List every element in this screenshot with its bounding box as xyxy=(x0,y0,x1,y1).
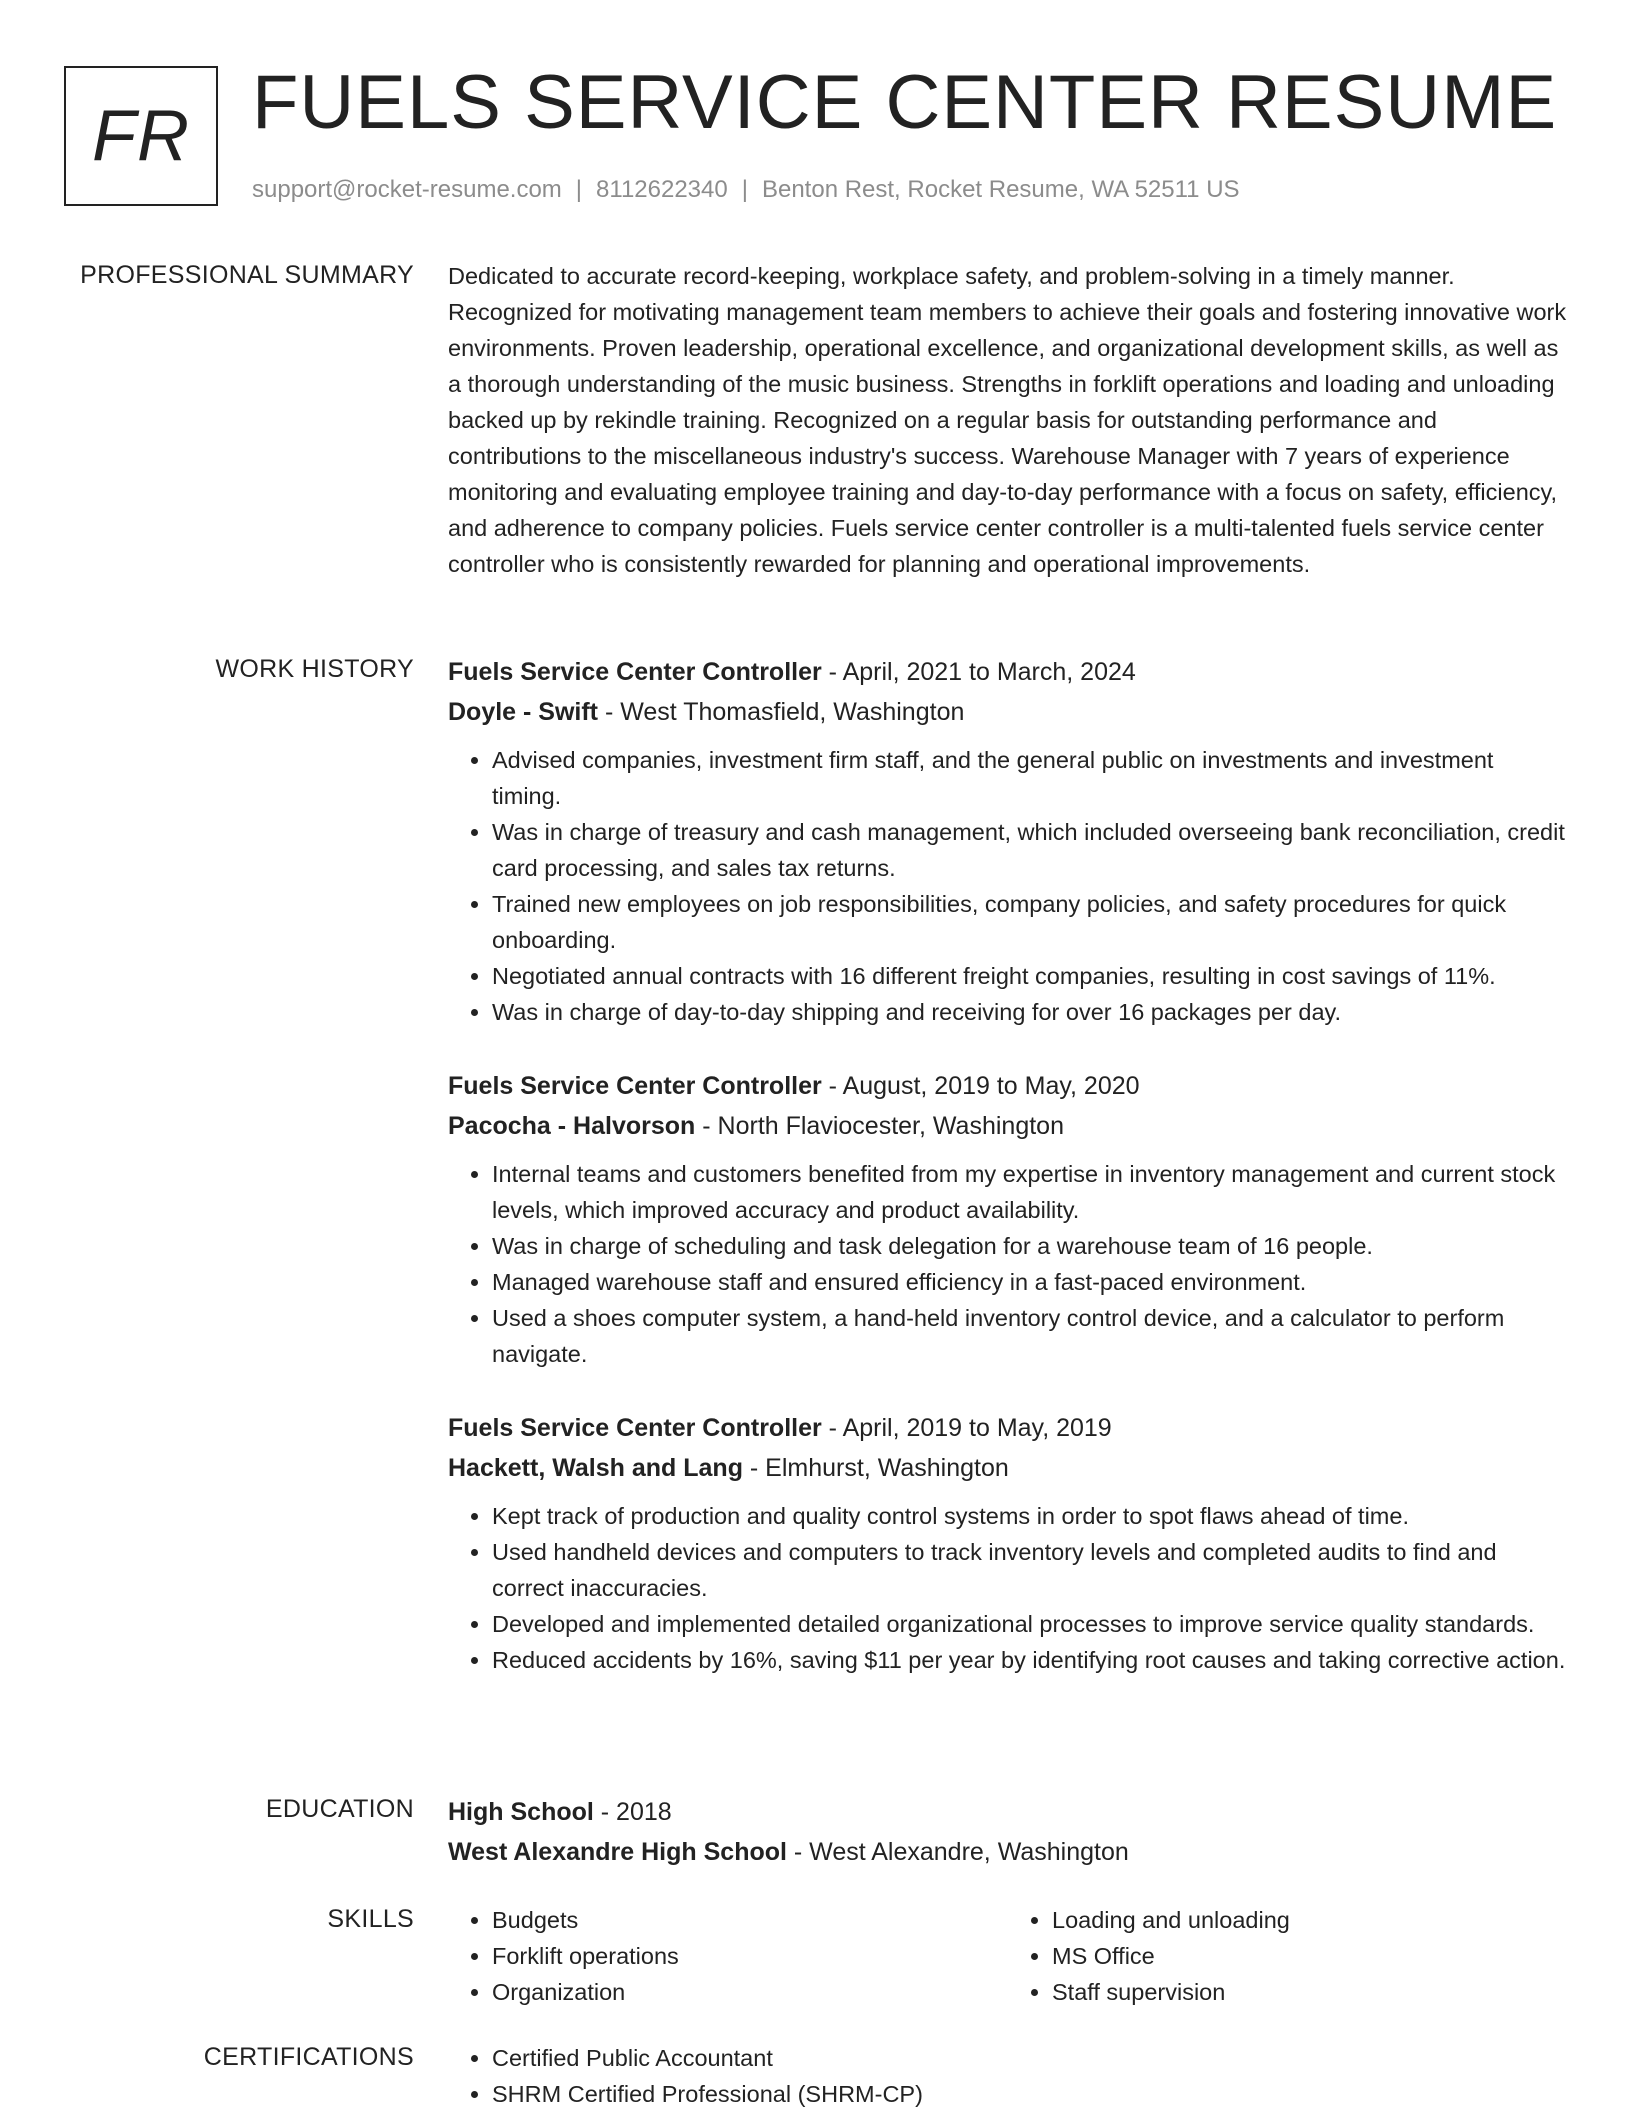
job-title-line xyxy=(448,1408,1568,1448)
contact-separator: | xyxy=(575,176,583,203)
list-item: • Used a shoes computer system, a hand-held inventory control device, and a calculator to perform navigate. xyxy=(492,1300,1568,1372)
list-item: • Budgets xyxy=(492,1902,1008,1938)
job-entry xyxy=(448,1066,1568,1372)
job-bullets xyxy=(448,742,1568,1030)
list-item: • MS Office xyxy=(1052,1938,1568,1974)
job-dates: - April, 2021 to March, 2024 xyxy=(821,658,1136,686)
list-item: • Developed and implemented detailed organizational processes to improve service quality standards. xyxy=(492,1606,1568,1642)
list-item: • Organization xyxy=(492,1974,1008,2010)
list-item: • Managed warehouse staff and ensured efficiency in a fast-paced environment. xyxy=(492,1264,1568,1300)
list-item: • Negotiated annual contracts with 16 different freight companies, resulting in cost savings of 11%. xyxy=(492,958,1568,994)
education-location: - West Alexandre, Washington xyxy=(786,1838,1129,1866)
list-item: • Forklift operations xyxy=(492,1938,1008,1974)
contact-address: Benton Rest, Rocket Resume, WA 52511 US xyxy=(761,176,1240,203)
job-dates: - April, 2019 to May, 2019 xyxy=(821,1414,1112,1442)
summary-body xyxy=(448,258,1568,582)
list-item: • Reduced accidents by 16%, saving $11 per year by identifying root causes and taking corrective action. xyxy=(492,1642,1568,1678)
job-title-line xyxy=(448,1066,1568,1106)
job-title: Fuels Service Center Controller xyxy=(448,1072,822,1100)
job-company: Pacocha - Halvorson xyxy=(448,1112,696,1140)
summary-text: Dedicated to accurate record-keeping, workplace safety, and problem-solving in a timely manner. Recognized for motivating management team members to achieve their goals and fostering innovative work environments. Proven leadership, operational excellence, and organizational development skills, as well as a thorough understanding of the music business. Strengths in forklift operations and loading and unloading backed up by rekindle training. Recognized on a regular basis for outstanding performance and contributions to the miscellaneous industry's success. Warehouse Manager with 7 years of experience monitoring and evaluating employee training and day-to-day performance with a focus on safety, efficiency, and adherence to company policies. Fuels service center controller is a multi-talented fuels service center controller who is consistently rewarded for planning and operational improvements. xyxy=(448,263,1567,577)
list-item: • Kept track of production and quality control systems in order to spot flaws ahead of time. xyxy=(492,1498,1568,1534)
job-bullets xyxy=(448,1156,1568,1372)
contact-phone[interactable]: 8112622340 xyxy=(596,176,728,203)
contact-line xyxy=(252,174,1240,206)
list-item: • SHRM Certified Professional (SHRM-CP) xyxy=(492,2076,1568,2112)
resume-title: FUELS SERVICE CENTER RESUME xyxy=(252,60,1558,145)
certifications-heading: CERTIFICATIONS xyxy=(203,2043,414,2071)
skills-heading: SKILLS xyxy=(327,1905,414,1933)
job-bullets xyxy=(448,1498,1568,1678)
skills-grid xyxy=(448,1902,1568,2010)
education-body xyxy=(448,1792,1568,1872)
job-company: Hackett, Walsh and Lang xyxy=(448,1454,743,1482)
job-company-line xyxy=(448,1448,1568,1488)
job-title: Fuels Service Center Controller xyxy=(448,658,822,686)
job-entry xyxy=(448,1408,1568,1678)
list-item: • Internal teams and customers benefited from my expertise in inventory management and current stock levels, which improved accuracy and product availability. xyxy=(492,1156,1568,1228)
job-location: - Elmhurst, Washington xyxy=(742,1454,1009,1482)
list-item: • Staff supervision xyxy=(1052,1974,1568,2010)
education-heading: EDUCATION xyxy=(265,1795,414,1823)
job-company-line xyxy=(448,692,1568,732)
job-entry xyxy=(448,652,1568,1030)
list-item: • Used handheld devices and computers to track inventory levels and completed audits to find and correct inaccuracies. xyxy=(492,1534,1568,1606)
education-school: West Alexandre High School xyxy=(448,1838,787,1866)
contact-separator: | xyxy=(741,176,748,203)
job-title-line xyxy=(448,652,1568,692)
job-location: - North Flaviocester, Washington xyxy=(695,1112,1064,1140)
education-school-line xyxy=(448,1832,1568,1872)
skills-column-right xyxy=(1008,1902,1568,2010)
education-degree-line xyxy=(448,1792,1568,1832)
list-item: • Was in charge of day-to-day shipping and receiving for over 16 packages per day. xyxy=(492,994,1568,1030)
list-item: • Advised companies, investment firm staff, and the general public on investments and investment timing. xyxy=(492,742,1568,814)
list-item: • Was in charge of scheduling and task delegation for a warehouse team of 16 people. xyxy=(492,1228,1568,1264)
list-item: • Trained new employees on job responsibilities, company policies, and safety procedures for quick onboarding. xyxy=(492,886,1568,958)
initials-monogram: FR xyxy=(64,66,218,206)
skills-body xyxy=(448,1902,1568,2010)
job-company: Doyle - Swift xyxy=(448,698,599,726)
contact-email[interactable]: support@rocket-resume.com xyxy=(252,176,562,203)
list-item: • Was in charge of treasury and cash management, which included overseeing bank reconciliation, credit card processing, and sales tax returns. xyxy=(492,814,1568,886)
job-dates: - August, 2019 to May, 2020 xyxy=(821,1072,1140,1100)
certifications-list xyxy=(448,2040,1568,2112)
education-degree: High School xyxy=(448,1798,594,1826)
job-company-line xyxy=(448,1106,1568,1146)
list-item: • Loading and unloading xyxy=(1052,1902,1568,1938)
skills-column-left xyxy=(448,1902,1008,2010)
work-history-heading: WORK HISTORY xyxy=(215,655,414,683)
job-title: Fuels Service Center Controller xyxy=(448,1414,822,1442)
summary-heading: PROFESSIONAL SUMMARY xyxy=(80,261,414,289)
work-history-body xyxy=(448,652,1568,1714)
job-location: - West Thomasfield, Washington xyxy=(598,698,965,726)
certifications-body xyxy=(448,2040,1568,2112)
education-year: - 2018 xyxy=(593,1798,672,1826)
list-item: • Certified Public Accountant xyxy=(492,2040,1568,2076)
